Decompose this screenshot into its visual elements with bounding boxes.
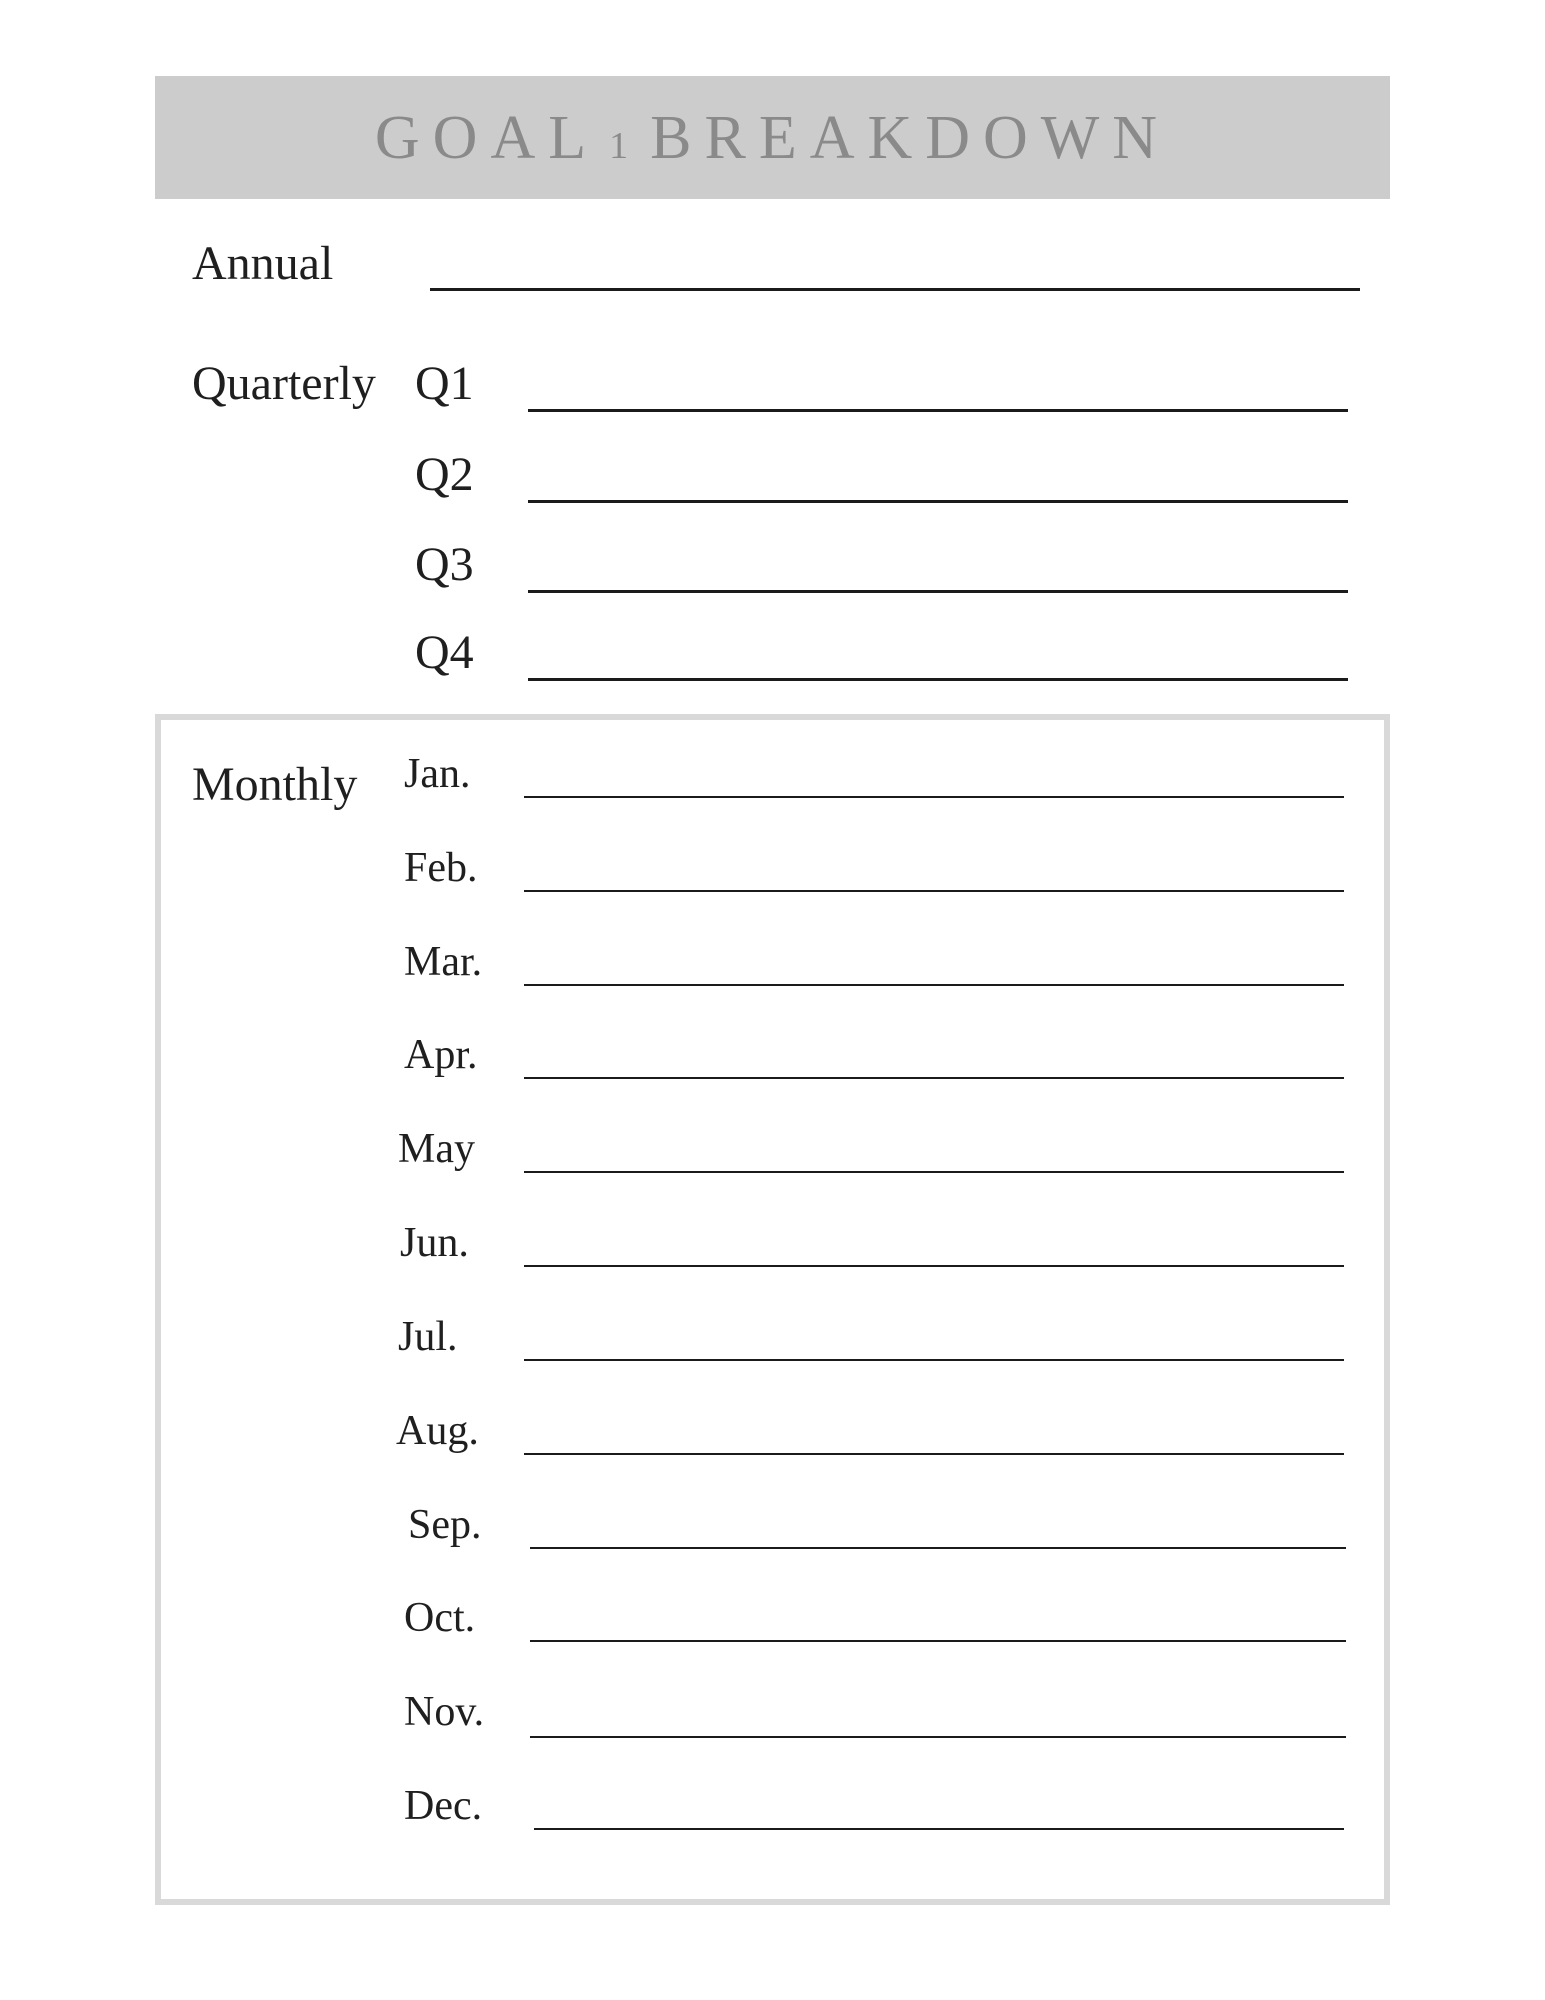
month-label-may: May bbox=[398, 1126, 475, 1172]
q4-label: Q4 bbox=[415, 626, 474, 679]
month-line-jun[interactable] bbox=[524, 1265, 1344, 1267]
month-line-aug[interactable] bbox=[524, 1453, 1344, 1455]
month-label-dec: Dec. bbox=[404, 1783, 483, 1829]
q3-label: Q3 bbox=[415, 538, 474, 591]
month-label-oct: Oct. bbox=[404, 1595, 476, 1641]
month-label-mar: Mar. bbox=[404, 939, 483, 985]
month-line-jan[interactable] bbox=[524, 796, 1344, 798]
annual-goal-line[interactable] bbox=[430, 288, 1360, 291]
page-title bbox=[374, 103, 1171, 172]
month-line-oct[interactable] bbox=[530, 1640, 1346, 1642]
annual-label: Annual bbox=[192, 237, 334, 290]
month-label-apr: Apr. bbox=[404, 1032, 478, 1078]
month-line-feb[interactable] bbox=[524, 890, 1344, 892]
month-line-jul[interactable] bbox=[524, 1359, 1344, 1361]
q1-label: Q1 bbox=[415, 357, 474, 410]
breakdown-word: BREAKDOWN bbox=[650, 103, 1171, 172]
goal-word: GOAL bbox=[374, 103, 600, 172]
month-label-feb: Feb. bbox=[404, 845, 478, 891]
month-line-may[interactable] bbox=[524, 1171, 1344, 1173]
month-line-sep[interactable] bbox=[530, 1547, 1346, 1549]
header-banner bbox=[155, 76, 1390, 199]
monthly-section-box bbox=[155, 714, 1390, 1905]
q1-goal-line[interactable] bbox=[528, 409, 1348, 412]
month-label-jun: Jun. bbox=[400, 1220, 469, 1266]
q3-goal-line[interactable] bbox=[528, 590, 1348, 593]
month-label-nov: Nov. bbox=[404, 1689, 485, 1735]
month-line-nov[interactable] bbox=[530, 1736, 1346, 1738]
month-line-mar[interactable] bbox=[524, 984, 1344, 986]
month-line-apr[interactable] bbox=[524, 1077, 1344, 1079]
monthly-label: Monthly bbox=[192, 758, 358, 811]
month-label-jan: Jan. bbox=[404, 751, 471, 797]
q4-goal-line[interactable] bbox=[528, 678, 1348, 681]
month-label-aug: Aug. bbox=[396, 1408, 479, 1454]
q2-label: Q2 bbox=[415, 448, 474, 501]
month-line-dec[interactable] bbox=[534, 1828, 1344, 1830]
q2-goal-line[interactable] bbox=[528, 500, 1348, 503]
quarterly-label: Quarterly bbox=[192, 357, 376, 410]
goal-number: 1 bbox=[609, 124, 629, 167]
month-label-sep: Sep. bbox=[408, 1502, 482, 1548]
month-label-jul: Jul. bbox=[398, 1314, 458, 1360]
